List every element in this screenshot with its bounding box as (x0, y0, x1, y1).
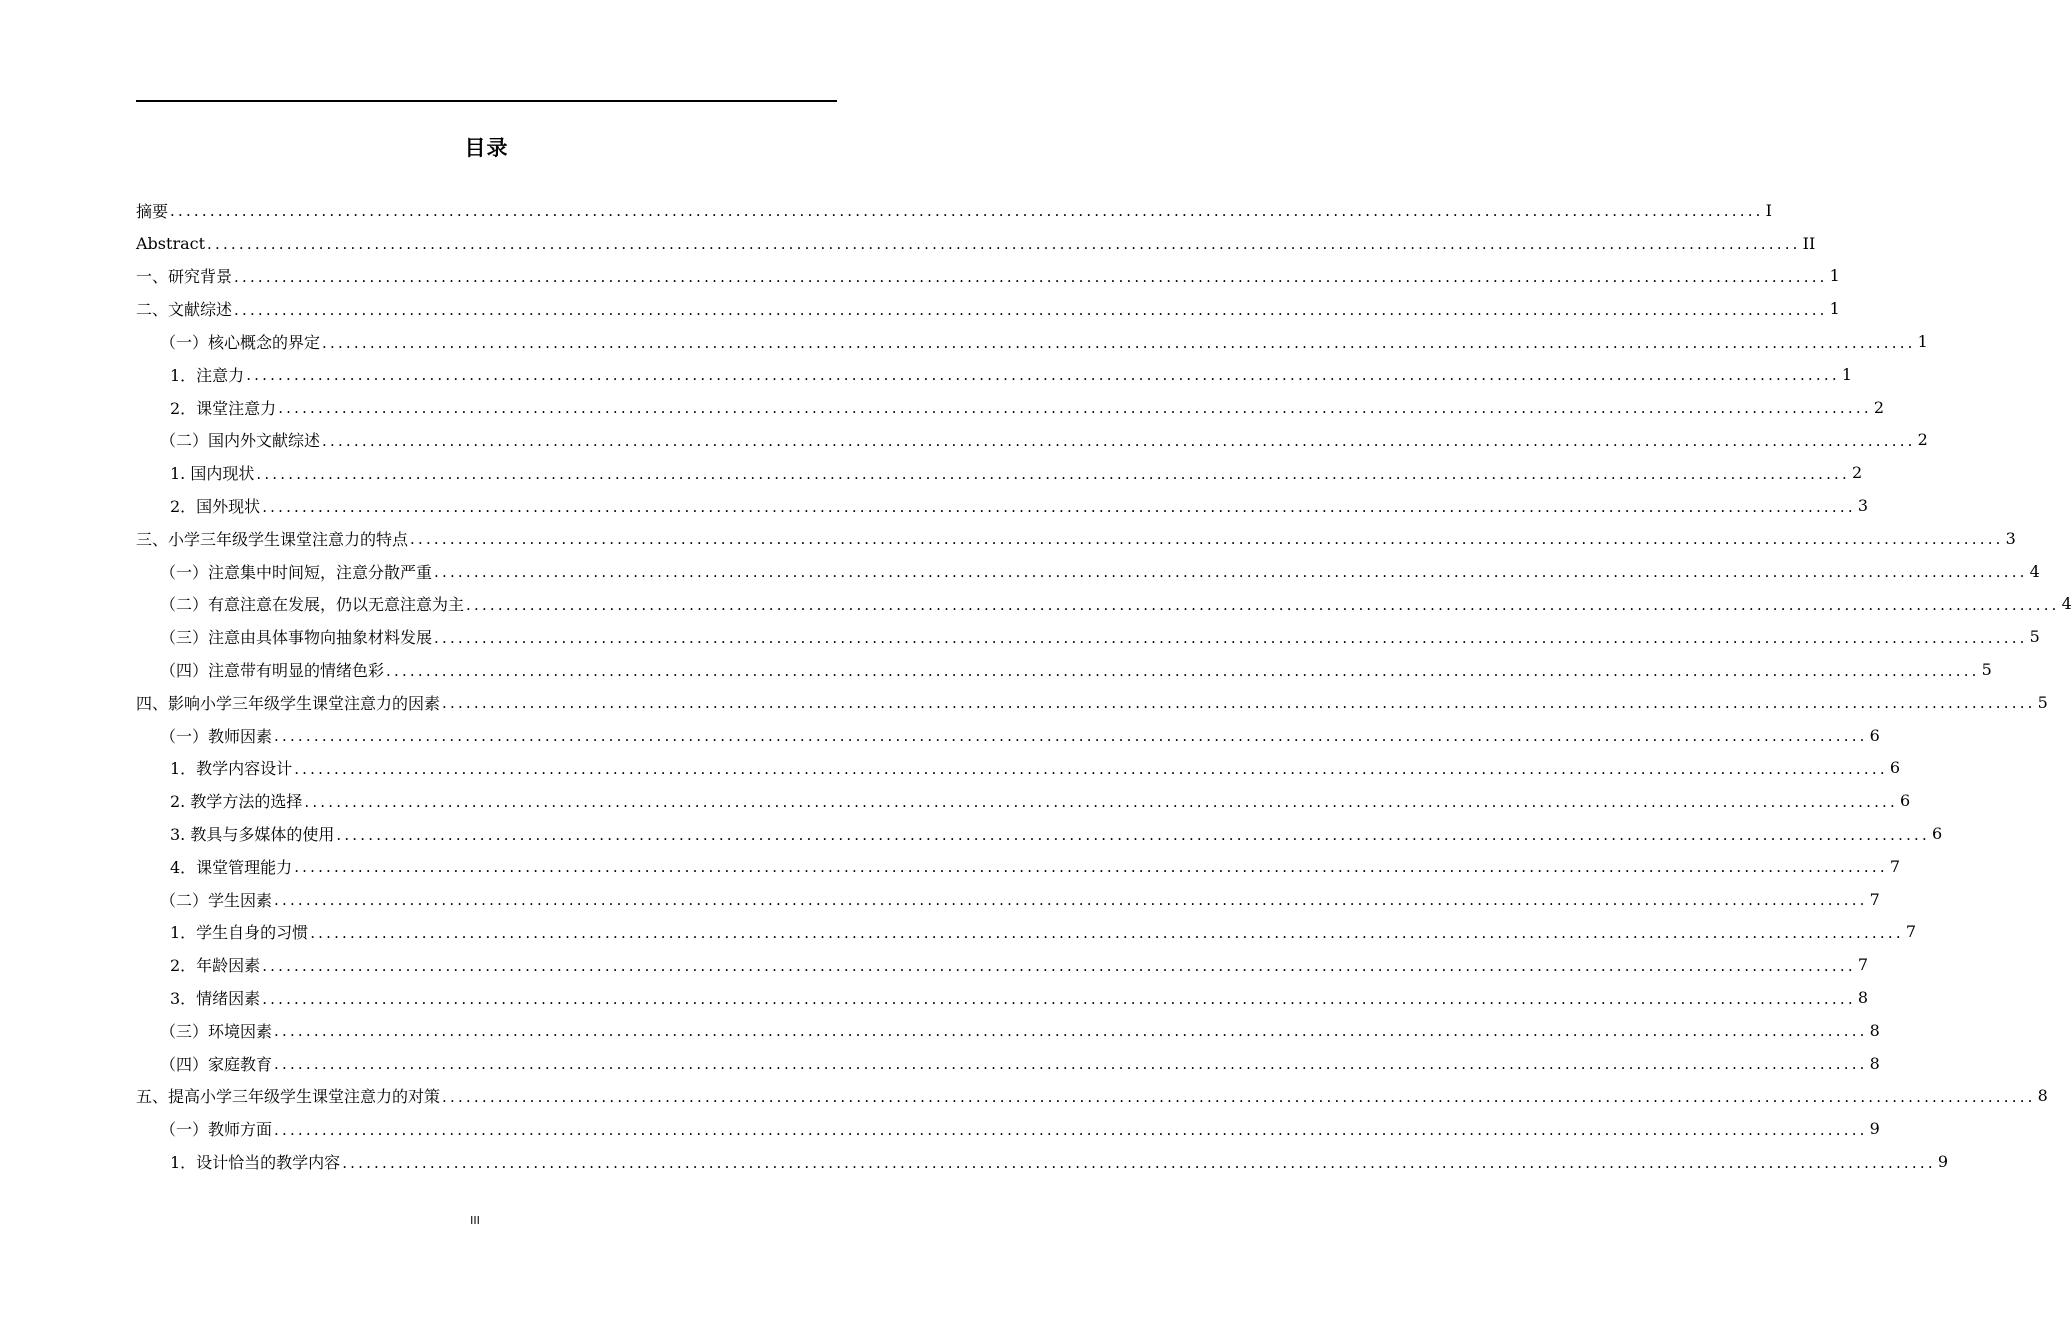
toc-entry[interactable] (136, 981, 1868, 1014)
toc-entry-label: 3．情绪因素 (170, 989, 261, 1009)
toc-entry-label: 2．国外现状 (170, 497, 261, 517)
toc-entry-page: 3 (2005, 528, 2016, 548)
toc-entry[interactable] (136, 1047, 1880, 1080)
toc-entry-label: 四、影响小学三年级学生课堂注意力的因素 (136, 693, 441, 713)
toc-entry-page: 8 (1857, 988, 1868, 1008)
toc-entry-label: （一）注意集中时间短，注意分散严重 (160, 562, 433, 582)
toc-entry[interactable] (136, 1112, 1880, 1145)
dot-leader: ........................................................................................................................................................................................................ (262, 497, 1856, 516)
toc-entry[interactable] (136, 260, 1840, 293)
dot-leader: ........................................................................................................................................................................................................ (294, 759, 1888, 778)
toc-entry-page: 6 (1931, 824, 1943, 844)
toc-entry-page: 1 (1829, 266, 1840, 286)
dot-leader: ........................................................................................................................................................................................................ (322, 333, 1916, 352)
toc-entry-label: （三）注意由具体事物向抽象材料发展 (160, 628, 433, 648)
toc-entry-page: 5 (1981, 660, 1992, 680)
dot-leader: ........................................................................................................................................................................................................ (274, 1055, 1868, 1074)
dot-leader: ........................................................................................................................................................................................................ (342, 1153, 1936, 1172)
toc-entry-label: 2．课堂注意力 (170, 398, 277, 418)
dot-leader: ........................................................................................................................................................................................................ (322, 431, 1916, 450)
toc-entry[interactable] (136, 456, 1863, 489)
toc-entry[interactable] (136, 784, 1911, 817)
dot-leader: ........................................................................................................................................................................................................ (310, 923, 1904, 942)
toc-entry-label: 1．设计恰当的教学内容 (170, 1153, 341, 1172)
toc-entry[interactable] (136, 1080, 2048, 1113)
toc-entry[interactable] (136, 653, 1992, 686)
toc-entry[interactable] (136, 916, 1916, 949)
toc-entry-label: 一、研究背景 (136, 267, 233, 287)
toc-entry[interactable] (136, 948, 1868, 981)
toc-list (136, 194, 2072, 1178)
toc-entry[interactable] (136, 522, 2016, 555)
toc-entry-page: 1 (1829, 299, 1840, 319)
dot-leader: ........................................................................................................................................................................................................ (256, 464, 1850, 483)
toc-entry-page: 7 (1889, 856, 1900, 876)
toc-entry-page: 6 (1869, 725, 1880, 745)
dot-leader: ........................................................................................................................................................................................................ (170, 202, 1764, 221)
toc-entry-page: I (1765, 200, 1772, 220)
dot-leader: ........................................................................................................................................................................................................ (274, 891, 1868, 910)
dot-leader: ........................................................................................................................................................................................................ (262, 956, 1856, 975)
toc-entry-page: 6 (1889, 758, 1900, 778)
toc-entry[interactable] (136, 752, 1900, 785)
page-number: III (470, 1214, 480, 1227)
toc-entry-label: Abstract (136, 233, 206, 253)
toc-entry[interactable] (136, 227, 1816, 260)
toc-entry[interactable] (136, 358, 1852, 391)
toc-entry-label: 4．课堂管理能力 (170, 857, 293, 877)
header-rule (136, 100, 837, 102)
toc-entry-label: （二）有意注意在发展，仍以无意注意为主 (160, 595, 465, 615)
toc-entry[interactable] (136, 883, 1880, 916)
toc-entry[interactable] (136, 719, 1880, 752)
toc-entry[interactable] (136, 850, 1900, 883)
toc-entry-page: 1 (1917, 332, 1928, 352)
toc-entry[interactable] (136, 588, 2072, 621)
toc-entry[interactable] (136, 325, 1928, 358)
toc-entry-label: （一）教师因素 (160, 726, 273, 746)
dot-leader: ........................................................................................................................................................................................................ (410, 530, 2004, 549)
dot-leader: ........................................................................................................................................................................................................ (274, 1022, 1868, 1041)
toc-entry-label: （一）教师方面 (160, 1120, 273, 1140)
toc-entry[interactable] (136, 424, 1928, 457)
toc-entry-page: 7 (1905, 922, 1916, 942)
toc-entry-page: 7 (1869, 889, 1880, 909)
toc-entry-page: 8 (1869, 1020, 1880, 1040)
dot-leader: ........................................................................................................................................................................................................ (442, 694, 2036, 713)
toc-entry-label: （四）注意带有明显的情绪色彩 (160, 661, 385, 681)
toc-entry[interactable] (136, 1014, 1880, 1047)
toc-entry[interactable] (136, 620, 2040, 653)
dot-leader: ........................................................................................................................................................................................................ (278, 399, 1872, 418)
toc-entry-label: （三）环境因素 (160, 1021, 273, 1041)
toc-entry-page: 9 (1869, 1119, 1880, 1139)
toc-entry-page: 4 (2029, 561, 2040, 581)
toc-entry-label: 1．教学内容设计 (170, 759, 293, 779)
toc-entry-page: 7 (1857, 955, 1868, 975)
dot-leader: ........................................................................................................................................................................................................ (434, 563, 2028, 582)
dot-leader: ........................................................................................................................................................................................................ (262, 989, 1856, 1008)
toc-entry-label: 五、提高小学三年级学生课堂注意力的对策 (136, 1087, 441, 1107)
dot-leader: ........................................................................................................................................................................................................ (304, 792, 1898, 811)
toc-entry-page: 2 (1917, 430, 1928, 450)
toc-title: 目录 (464, 136, 509, 160)
toc-entry-label: 2．年龄因素 (170, 956, 261, 976)
toc-entry-label: 1．注意力 (170, 365, 245, 385)
toc-entry-label: （四）家庭教育 (160, 1054, 273, 1074)
toc-entry-label: 三、小学三年级学生课堂注意力的特点 (136, 529, 409, 549)
toc-entry[interactable] (136, 489, 1868, 522)
dot-leader: ........................................................................................................................................................................................................ (246, 366, 1840, 385)
toc-entry-label: （二）国内外文献综述 (160, 431, 321, 451)
dot-leader: ........................................................................................................................................................................................................ (207, 235, 1801, 254)
toc-entry[interactable] (136, 686, 2048, 719)
toc-entry-label: 2. 教学方法的选择 (170, 792, 303, 812)
dot-leader: ........................................................................................................................................................................................................ (386, 661, 1980, 680)
toc-entry-label: （二）学生因素 (160, 890, 273, 910)
toc-entry-page: 5 (2029, 627, 2040, 647)
toc-entry-page: 2 (1851, 463, 1863, 483)
toc-entry[interactable] (136, 1145, 1948, 1178)
toc-entry-page: 6 (1899, 791, 1911, 811)
dot-leader: ........................................................................................................................................................................................................ (336, 825, 1930, 844)
toc-entry[interactable] (136, 391, 1884, 424)
toc-entry-page: 9 (1937, 1152, 1948, 1171)
dot-leader: ........................................................................................................................................................................................................ (234, 267, 1828, 286)
toc-entry-label: （一）核心概念的界定 (160, 333, 321, 353)
dot-leader: ........................................................................................................................................................................................................ (442, 1087, 2036, 1106)
toc-entry[interactable] (136, 817, 1943, 850)
dot-leader: ........................................................................................................................................................................................................ (434, 628, 2028, 647)
dot-leader: ........................................................................................................................................................................................................ (274, 727, 1868, 746)
toc-entry-label: 1．学生自身的习惯 (170, 923, 309, 943)
toc-entry-page: 4 (2061, 594, 2072, 614)
toc-entry[interactable] (136, 194, 1772, 227)
toc-entry-page: 3 (1857, 496, 1868, 516)
toc-entry[interactable] (136, 292, 1840, 325)
toc-entry-label: 二、文献综述 (136, 300, 233, 320)
toc-entry-label: 3. 教具与多媒体的使用 (170, 825, 335, 845)
toc-entry-page: 8 (2037, 1086, 2048, 1106)
toc-entry-page: 5 (2037, 692, 2048, 712)
toc-entry-page: 1 (1841, 364, 1852, 384)
dot-leader: ........................................................................................................................................................................................................ (294, 858, 1888, 877)
dot-leader: ........................................................................................................................................................................................................ (274, 1120, 1868, 1139)
toc-entry[interactable] (136, 555, 2040, 588)
toc-entry-page: 2 (1873, 397, 1884, 417)
toc-entry-page: II (1802, 233, 1816, 253)
toc-entry-label: 1. 国内现状 (170, 464, 255, 484)
toc-entry-label: 摘要 (136, 201, 169, 221)
dot-leader: ........................................................................................................................................................................................................ (234, 300, 1828, 319)
dot-leader: ........................................................................................................................................................................................................ (466, 595, 2060, 614)
toc-entry-page: 8 (1869, 1053, 1880, 1073)
